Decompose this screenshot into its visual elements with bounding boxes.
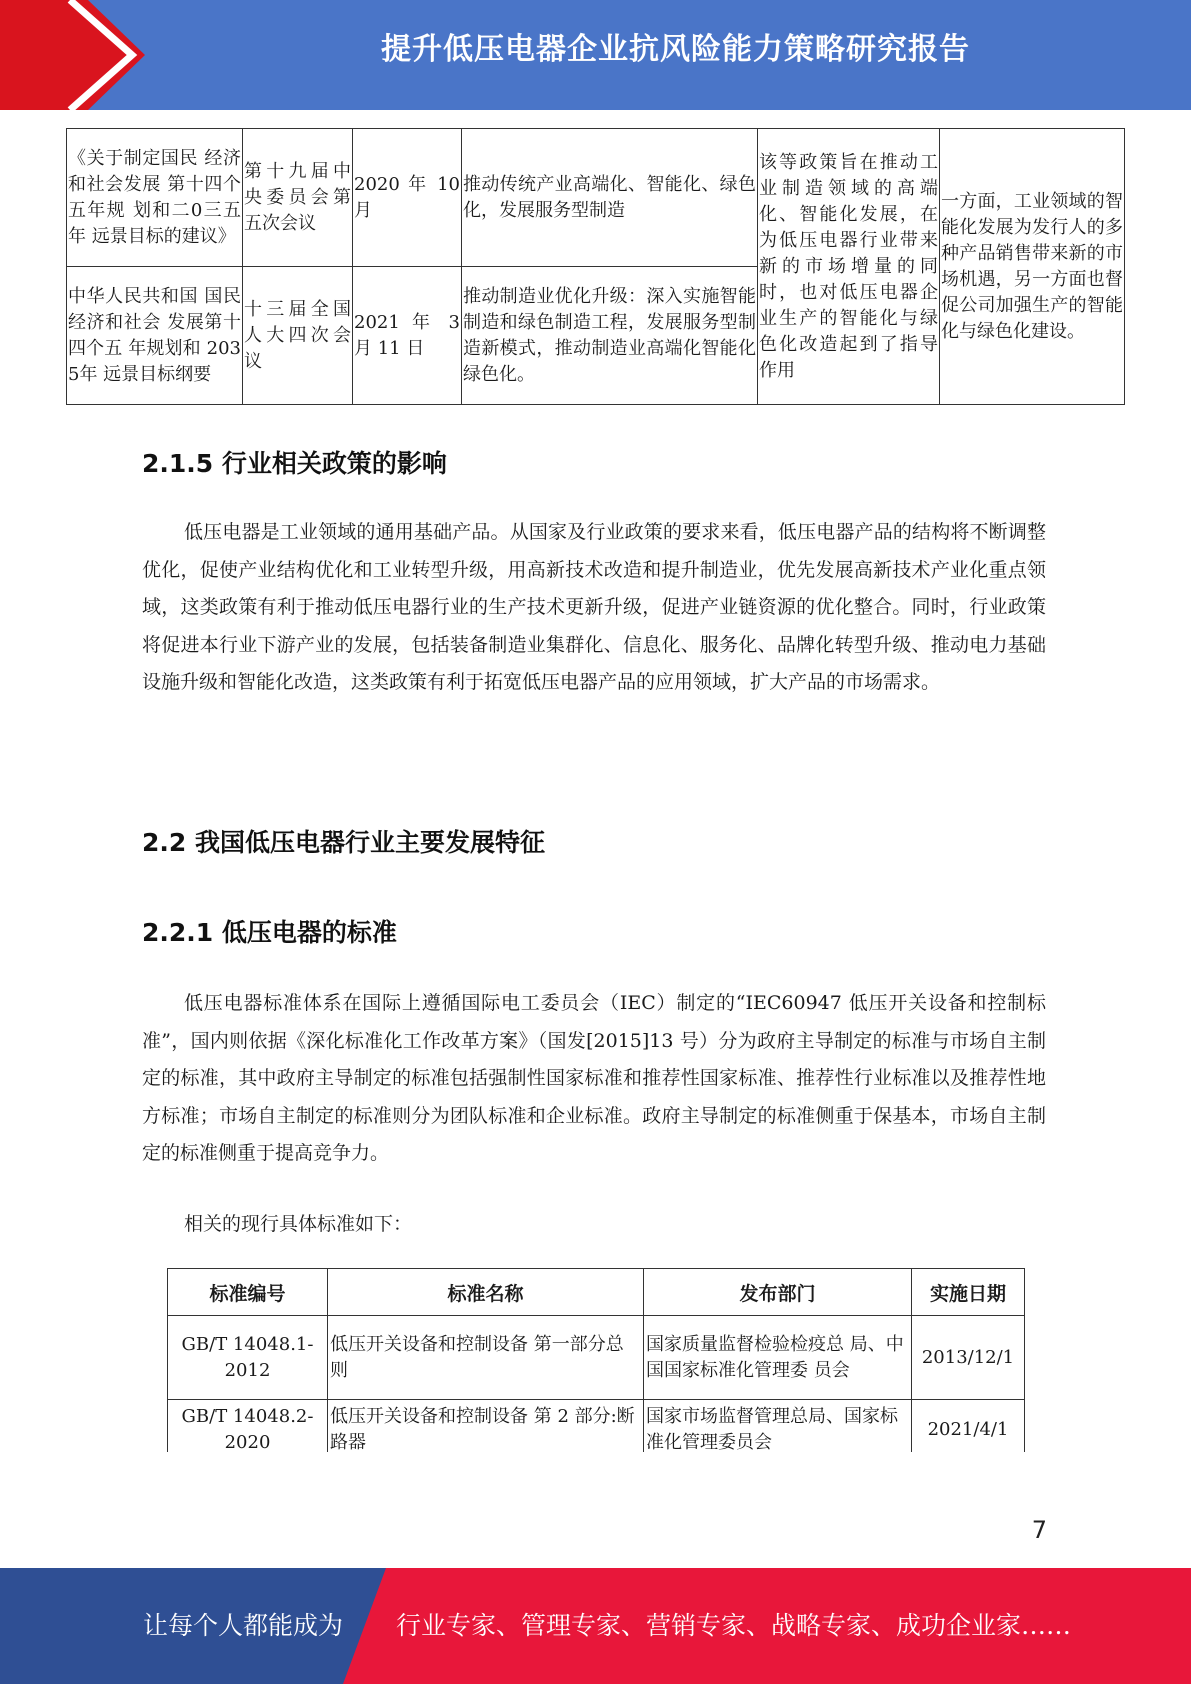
column-header-date: 实施日期 xyxy=(912,1269,1025,1316)
standard-name-cell: 低压开关设备和控制设备 第 2 部分:断路器 xyxy=(328,1400,644,1453)
standards-table xyxy=(167,1268,1025,1452)
report-title: 提升低压电器企业抗风险能力策略研究报告 xyxy=(381,32,970,67)
policy-name-cell: 中华人民共和国 国民经济和社会 发展第十四个五 年规划和 2035年 远景目标纲要 xyxy=(67,267,243,405)
policy-date-cell: 2020 年 10 月 xyxy=(353,129,462,267)
policy-name-cell: 《关于制定国民 经济和社会发展 第十四个五年规 划和二0三五年 远景目标的建议》 xyxy=(67,129,243,267)
policy-content-cell: 推动制造业优化升级：深入实施智能制造和绿色制造工程，发展服务型制造新模式，推动制造业高端化智能化绿色化。 xyxy=(462,267,758,405)
footer-slogan-right: 行业专家、管理专家、营销专家、战略专家、成功企业家…… xyxy=(396,1611,1072,1640)
standard-date-cell: 2021/4/1 xyxy=(912,1400,1025,1453)
policy-meeting-cell: 第十九届中央委员会第五次会议 xyxy=(243,129,353,267)
column-header-dept: 发布部门 xyxy=(644,1269,912,1316)
policy-date-cell: 2021 年 3 月 11 日 xyxy=(353,267,462,405)
section-heading-2-2-1: 2.2.1 低压电器的标准 xyxy=(142,918,397,947)
standard-code-cell: GB/T 14048.1-2012 xyxy=(168,1316,328,1400)
table-row xyxy=(168,1316,1025,1400)
policy-content-cell: 推动传统产业高端化、智能化、绿色化，发展服务型制造 xyxy=(462,129,758,267)
policy-purpose-cell: 该等政策旨在推动工业制造领域的高端化、智能化发展，在为低压电器行业带来新的市场增量的同时，也对低压电器企业生产的智能化与绿色化改造起到了指导作用 xyxy=(758,129,940,405)
table-header-row xyxy=(168,1269,1025,1316)
page-footer xyxy=(0,1568,1191,1684)
policy-impact-cell: 一方面，工业领域的智能化发展为发行人的多种产品销售带来新的市场机遇，另一方面也督促公司加强生产的智能化与绿色化建设。 xyxy=(940,129,1125,405)
footer-slogan-left: 让每个人都能成为 xyxy=(143,1611,344,1640)
page-number: 7 xyxy=(1031,1516,1047,1544)
standard-dept-cell: 国家质量监督检验检疫总 局、中国国家标准化管理委 员会 xyxy=(644,1316,912,1400)
standard-dept-cell: 国家市场监督管理总局、国家标准化管理委员会 xyxy=(644,1400,912,1453)
section-2-1-5-paragraph: 低压电器是工业领域的通用基础产品。从国家及行业政策的要求来看，低压电器产品的结构将不断调整优化，促使产业结构优化和工业转型升级，用高新技术改造和提升制造业，优先发展高新技术产业化重点领域，这类政策有利于推动低压电器行业的生产技术更新升级，促进产业链资源的优化整合。同时，行业政策将促进本行业下游产业的发展，包括装备制造业集群化、信息化、服务化、品牌化转型升级、推动电力基础设施升级和智能化改造，这类政策有利于拓宽低压电器产品的应用领域，扩大产品的市场需求。 xyxy=(142,521,1046,693)
standard-name-cell: 低压开关设备和控制设备 第一部分总则 xyxy=(328,1316,644,1400)
standard-date-cell: 2013/12/1 xyxy=(912,1316,1025,1400)
table-row xyxy=(168,1400,1025,1453)
section-heading-2-1-5: 2.1.5 行业相关政策的影响 xyxy=(142,449,447,478)
column-header-name: 标准名称 xyxy=(328,1269,644,1316)
standard-code-cell: GB/T 14048.2-2020 xyxy=(168,1400,328,1453)
standards-intro: 相关的现行具体标准如下： xyxy=(184,1213,413,1235)
section-heading-2-2: 2.2 我国低压电器行业主要发展特征 xyxy=(142,828,545,857)
column-header-code: 标准编号 xyxy=(168,1269,328,1316)
policy-meeting-cell: 十三届全国人大四次会议 xyxy=(243,267,353,405)
section-2-2-1-paragraph: 低压电器标准体系在国际上遵循国际电工委员会（IEC）制定的“IEC60947 低压开关设备和控制标准”，国内则依据《深化标准化工作改革方案》（国发[2015]13 号）分为政府主导制定的标准与市场自主制定的标准，其中政府主导制定的标准包括强制性国家标准和推荐性国家标准、推荐性行业标准以及推荐性地方标准；市场自主制定的标准则分为团队标准和企业标准。政府主导制定的标准侧重于保基本，市场自主制定的标准侧重于提高竞争力。 xyxy=(142,992,1046,1164)
